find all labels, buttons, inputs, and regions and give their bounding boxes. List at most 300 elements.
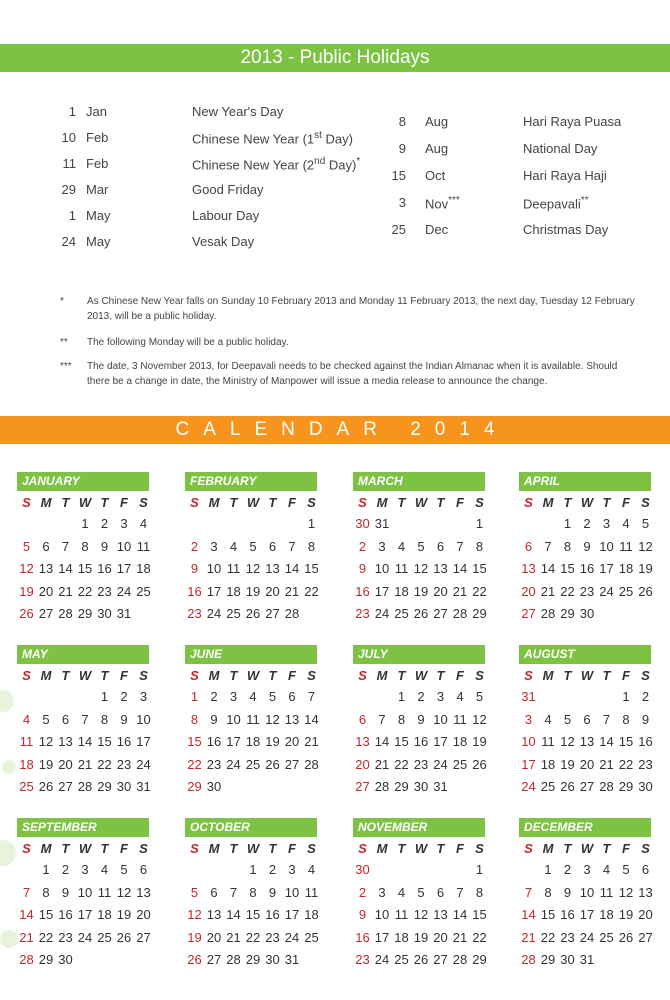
calendar-day: 18 — [136, 561, 151, 576]
calendar-day: 12 — [245, 561, 261, 576]
calendar-day: 9 — [190, 561, 199, 576]
holiday-name: Hari Raya Puasa — [523, 114, 622, 129]
month-may — [17, 645, 157, 805]
calendar-day: 7 — [456, 884, 464, 900]
calendar-day: 3 — [120, 516, 128, 531]
calendar-day: 3 — [524, 711, 533, 727]
month-header — [519, 472, 651, 491]
weekday-label: M — [376, 495, 388, 510]
holiday-ordinal: st — [314, 130, 322, 141]
weekday-label: T — [61, 841, 70, 856]
calendar-day: 5 — [268, 689, 277, 704]
holiday-name: Vesak Day — [192, 234, 255, 249]
calendar-day: 20 — [58, 756, 73, 772]
calendar-day: 15 — [472, 907, 487, 922]
weekday-label: F — [622, 668, 630, 683]
weekday-label: S — [524, 495, 533, 510]
weekday-label: T — [602, 495, 611, 510]
calendar-day: 25 — [304, 929, 319, 945]
month-name: DECEMBER — [524, 820, 593, 834]
weekday-label: T — [229, 841, 238, 856]
calendar-day: 5 — [563, 711, 572, 727]
calendar-day: 30 — [413, 779, 429, 794]
calendar-day: 19 — [560, 756, 575, 772]
calendar-day: 30 — [560, 952, 575, 967]
weekday-label: T — [229, 495, 238, 510]
calendar-day: 13 — [265, 561, 280, 576]
holiday-month: Aug — [425, 114, 449, 129]
holiday-month: Feb — [86, 156, 109, 171]
calendar-day: 25 — [618, 583, 634, 599]
calendar-day: 4 — [249, 689, 257, 704]
footnote-text: The following Monday will be a public holiday. — [87, 337, 289, 348]
calendar-day: 2 — [563, 862, 572, 877]
calendar-day: 30 — [58, 952, 73, 967]
holiday-name: Chinese New Year (2nd Day)* — [192, 156, 361, 173]
calendar-day: 14 — [226, 907, 241, 922]
decorative-circle — [0, 690, 14, 712]
calendar-day: 19 — [38, 756, 54, 772]
calendar-day: 22 — [187, 756, 202, 772]
calendar-day: 1 — [622, 689, 630, 704]
calendar-day: 21 — [521, 929, 536, 945]
calendar-day: 30 — [97, 606, 112, 621]
calendar-day: 2 — [190, 538, 199, 554]
holiday-month: Mar — [86, 182, 109, 197]
month-header — [519, 818, 651, 837]
calendar-day: 17 — [433, 734, 448, 749]
calendar-day: 17 — [116, 561, 132, 576]
calendar-day: 2 — [417, 689, 425, 704]
calendar-day: 27 — [284, 756, 300, 772]
holiday-name: Christmas Day — [523, 222, 609, 237]
calendar-day: 23 — [638, 756, 653, 772]
calendar-day: 11 — [19, 734, 34, 749]
holiday-month: Feb — [86, 130, 109, 145]
calendar-day: 3 — [81, 862, 89, 877]
calendar-day: 1 — [307, 516, 316, 531]
calendar-day: 20 — [284, 734, 300, 749]
calendar-day: 8 — [249, 884, 257, 900]
holiday-day: 3 — [398, 195, 406, 210]
footnote-mark: * — [60, 296, 64, 307]
calendar-day: 16 — [116, 734, 132, 749]
calendar-day: 14 — [58, 561, 73, 576]
calendar-day: 8 — [307, 538, 316, 554]
holiday-day: 29 — [61, 182, 76, 197]
weekday-label: M — [376, 668, 388, 683]
calendar-day: 24 — [579, 929, 595, 945]
calendar-day: 27 — [433, 952, 448, 967]
calendar-day: 26 — [265, 756, 280, 772]
calendar-day: 16 — [638, 734, 653, 749]
weekday-label: S — [22, 495, 31, 510]
calendar-day: 10 — [521, 734, 536, 749]
calendar-day: 16 — [355, 583, 370, 599]
footnote — [60, 294, 640, 326]
calendar-day: 29 — [77, 606, 93, 621]
calendar-day: 21 — [540, 583, 556, 599]
calendar-day: 29 — [97, 779, 112, 794]
calendar-day: 12 — [472, 711, 487, 727]
calendar-day: 13 — [521, 561, 536, 576]
month-march — [353, 472, 493, 632]
calendar-day: 10 — [77, 884, 93, 900]
calendar-day: 25 — [136, 583, 151, 599]
calendar-day: 12 — [38, 734, 54, 749]
calendar-day: 2 — [358, 884, 367, 900]
weekday-label: M — [542, 668, 554, 683]
calendar-day: 24 — [116, 583, 132, 599]
calendar-day: 11 — [394, 561, 409, 576]
calendar-day: 29 — [187, 779, 202, 794]
holiday-footnote-mark: *** — [448, 195, 460, 206]
holiday-name: Chinese New Year (1st Day) — [192, 130, 353, 147]
calendar-day: 23 — [265, 929, 280, 945]
calendar-day: 19 — [116, 907, 132, 922]
calendar-day: 10 — [226, 711, 241, 727]
calendar-day: 16 — [355, 929, 370, 945]
weekday-label: T — [563, 495, 572, 510]
calendar-day: 13 — [58, 734, 73, 749]
holidays-banner — [0, 44, 670, 72]
calendar-day: 2 — [583, 516, 591, 531]
calendar-day: 26 — [413, 952, 429, 967]
weekday-label: T — [602, 668, 611, 683]
calendar-day: 12 — [413, 907, 429, 922]
calendar-day: 23 — [187, 606, 202, 621]
calendar-day: 3 — [288, 862, 296, 877]
holiday-name: Good Friday — [192, 182, 264, 197]
weekday-label: F — [456, 668, 464, 683]
weekday-label: S — [641, 668, 650, 683]
month-july — [353, 645, 493, 805]
decorative-circle — [0, 930, 18, 948]
weekday-label: S — [139, 841, 148, 856]
calendar-day: 4 — [397, 884, 406, 900]
weekday-label: M — [40, 495, 52, 510]
holiday-day: 1 — [68, 208, 76, 223]
calendar-day: 24 — [77, 929, 93, 945]
calendar-day: 8 — [475, 538, 484, 554]
calendar-day: 6 — [583, 711, 591, 727]
calendar-day: 20 — [355, 756, 370, 772]
calendar-day: 20 — [265, 583, 280, 599]
weekday-label: T — [268, 841, 277, 856]
weekday-label: W — [78, 841, 92, 856]
calendar-day: 27 — [638, 929, 653, 945]
calendar-day: 27 — [521, 606, 536, 621]
calendar-day: 3 — [229, 689, 238, 704]
calendar-day: 22 — [38, 929, 54, 945]
decorative-circle — [0, 840, 16, 866]
calendar-day: 22 — [540, 929, 556, 945]
holiday-month: Aug — [425, 141, 449, 156]
calendar-day: 26 — [38, 779, 54, 794]
weekday-label: T — [436, 668, 445, 683]
weekday-label: M — [542, 495, 554, 510]
calendar-day: 31 — [284, 952, 300, 967]
calendar-day: 17 — [136, 734, 151, 749]
calendar-day: 6 — [288, 689, 296, 704]
holiday-day: 9 — [398, 141, 406, 156]
calendar-day: 28 — [452, 952, 468, 967]
calendar-day: 10 — [579, 884, 595, 900]
weekday-label: T — [229, 668, 238, 683]
calendar-day: 15 — [187, 734, 202, 749]
calendar-day: 23 — [97, 583, 112, 599]
weekday-label: W — [414, 495, 428, 510]
holiday-name: Labour Day — [192, 208, 260, 223]
holiday-name: Deepavali** — [523, 195, 589, 212]
calendar-day: 9 — [61, 884, 70, 900]
weekday-label: S — [190, 495, 199, 510]
calendar-day: 3 — [436, 689, 445, 704]
month-february — [185, 472, 325, 632]
calendar-day: 9 — [358, 561, 367, 576]
calendar-day: 28 — [58, 606, 73, 621]
calendar-day: 9 — [358, 907, 367, 922]
calendar-day: 6 — [524, 538, 533, 554]
calendar-day: 27 — [579, 779, 595, 794]
month-name: OCTOBER — [190, 820, 250, 834]
calendar-day: 10 — [116, 538, 132, 554]
calendar-day: 7 — [81, 711, 89, 727]
weekday-label: T — [100, 668, 109, 683]
calendar-day: 1 — [81, 516, 89, 531]
calendar-day: 19 — [245, 583, 261, 599]
weekday-label: F — [120, 668, 128, 683]
weekday-label: T — [397, 668, 406, 683]
calendar-day: 3 — [378, 884, 386, 900]
calendar-day: 14 — [452, 561, 468, 576]
calendar-day: 28 — [521, 952, 536, 967]
calendar-day: 12 — [187, 907, 202, 922]
calendar-day: 12 — [560, 734, 575, 749]
calendar-day: 24 — [374, 606, 390, 621]
weekday-label: S — [190, 841, 199, 856]
calendar-day: 28 — [77, 779, 93, 794]
calendar-day: 8 — [100, 711, 109, 727]
calendar-day: 16 — [413, 734, 429, 749]
month-august — [519, 645, 659, 805]
calendar-day: 12 — [618, 884, 634, 900]
month-header — [353, 818, 485, 837]
calendar-day: 10 — [374, 561, 390, 576]
calendar-day: 27 — [355, 779, 370, 794]
calendar-day: 19 — [413, 929, 429, 945]
calendar-day: 17 — [374, 583, 390, 599]
calendar-day: 2 — [210, 689, 218, 704]
calendar-day: 26 — [413, 606, 429, 621]
month-name: AUGUST — [524, 647, 575, 661]
calendar-day: 4 — [100, 862, 109, 877]
calendar-day: 24 — [521, 779, 536, 794]
calendar-day: 22 — [560, 583, 575, 599]
calendar-day: 5 — [622, 862, 630, 877]
calendar-day: 23 — [579, 583, 595, 599]
calendar-day: 3 — [378, 538, 386, 554]
calendar-day: 21 — [77, 756, 93, 772]
calendar-day: 28 — [284, 606, 300, 621]
holiday-name: Hari Raya Haji — [523, 168, 607, 183]
calendar-day: 30 — [265, 952, 280, 967]
weekday-label: S — [524, 841, 533, 856]
weekday-label: S — [475, 668, 484, 683]
calendar-day: 21 — [226, 929, 241, 945]
holiday-month: Jan — [86, 104, 107, 119]
calendar-day: 30 — [206, 779, 222, 794]
calendar-day: 27 — [433, 606, 448, 621]
calendar-day: 4 — [229, 538, 238, 554]
calendar-day: 10 — [599, 538, 614, 554]
calendar-day: 14 — [540, 561, 556, 576]
calendar-day: 16 — [58, 907, 73, 922]
calendar-day: 24 — [374, 952, 390, 967]
calendar-day: 22 — [472, 929, 487, 945]
weekday-label: F — [456, 495, 464, 510]
calendar-day: 18 — [304, 907, 319, 922]
calendar-day: 11 — [599, 884, 614, 900]
calendar-day: 5 — [641, 516, 650, 531]
calendar-day: 14 — [374, 734, 390, 749]
weekday-label: W — [580, 668, 594, 683]
calendar-day: 8 — [42, 884, 50, 900]
calendar-day: 20 — [521, 583, 536, 599]
calendar-day: 21 — [304, 734, 319, 749]
weekday-label: T — [268, 495, 277, 510]
holiday-month: May — [86, 234, 111, 249]
calendar-day: 20 — [206, 929, 222, 945]
weekday-label: W — [246, 668, 260, 683]
month-november — [353, 818, 493, 978]
calendar-day: 30 — [638, 779, 653, 794]
calendar-day: 7 — [61, 538, 70, 554]
weekday-label: W — [78, 495, 92, 510]
calendar-day: 19 — [265, 734, 280, 749]
weekday-label: F — [622, 495, 630, 510]
calendar-day: 10 — [284, 884, 300, 900]
calendar-day: 25 — [599, 929, 614, 945]
calendar-day: 13 — [136, 884, 151, 900]
month-name: JUNE — [190, 647, 223, 661]
weekday-label: S — [641, 841, 650, 856]
calendar-day: 4 — [22, 711, 31, 727]
calendar-day: 6 — [139, 862, 148, 877]
calendar-day: 17 — [521, 756, 536, 772]
calendar-day: 13 — [284, 711, 300, 727]
calendar-day: 17 — [284, 907, 300, 922]
calendar-day: 16 — [97, 561, 112, 576]
calendar-day: 15 — [77, 561, 93, 576]
calendar-day: 22 — [472, 583, 487, 599]
calendar-day: 12 — [116, 884, 132, 900]
calendar-day: 21 — [19, 929, 34, 945]
month-december — [519, 818, 659, 978]
calendar-day: 18 — [452, 734, 468, 749]
month-name: MAY — [22, 647, 48, 661]
calendar-day: 10 — [374, 907, 390, 922]
month-name: JULY — [358, 647, 388, 661]
calendar-day: 7 — [22, 884, 31, 900]
holiday-day: 10 — [61, 130, 76, 145]
month-header — [185, 818, 317, 837]
calendar-day: 17 — [226, 734, 241, 749]
calendar-day: 14 — [452, 907, 468, 922]
calendar-day: 24 — [136, 756, 151, 772]
weekday-label: S — [358, 668, 367, 683]
calendar-day: 26 — [116, 929, 132, 945]
calendar-day: 7 — [544, 538, 552, 554]
holiday-day: 1 — [68, 104, 76, 119]
weekday-label: W — [414, 841, 428, 856]
weekday-label: S — [307, 668, 316, 683]
weekday-label: T — [397, 495, 406, 510]
calendar-day: 13 — [38, 561, 54, 576]
weekday-label: M — [542, 841, 554, 856]
calendar-day: 5 — [190, 884, 199, 900]
month-name: JANUARY — [22, 474, 80, 488]
calendar-day: 15 — [472, 561, 487, 576]
weekday-label: S — [307, 841, 316, 856]
calendar-day: 26 — [618, 929, 634, 945]
calendar-day: 20 — [38, 583, 54, 599]
calendar-day: 30 — [579, 606, 595, 621]
calendar-day: 25 — [394, 952, 409, 967]
calendar-day: 29 — [38, 952, 54, 967]
month-name: SEPTEMBER — [22, 820, 97, 834]
month-january — [17, 472, 157, 632]
calendar-day: 14 — [521, 907, 536, 922]
calendar-day: 19 — [413, 583, 429, 599]
calendar-day: 19 — [19, 583, 34, 599]
calendar-day: 28 — [19, 952, 34, 967]
weekday-label: W — [78, 668, 92, 683]
calendar-day: 8 — [563, 538, 572, 554]
calendar-day: 16 — [206, 734, 222, 749]
calendar-day: 11 — [304, 884, 319, 900]
calendar-day: 9 — [120, 711, 128, 727]
calendar-day: 30 — [116, 779, 132, 794]
holiday-day: 24 — [61, 234, 76, 249]
calendar-day: 29 — [245, 952, 261, 967]
calendar-day: 6 — [641, 862, 650, 877]
calendar-day: 23 — [355, 952, 370, 967]
calendar-day: 30 — [355, 516, 370, 531]
calendar-day: 31 — [433, 779, 448, 794]
calendar-day: 8 — [475, 884, 484, 900]
calendar-day: 24 — [206, 606, 222, 621]
weekday-label: F — [120, 495, 128, 510]
footnote-mark: ** — [60, 337, 68, 348]
calendar-day: 12 — [19, 561, 34, 576]
calendar-day: 14 — [304, 711, 319, 727]
calendar-day: 18 — [245, 734, 261, 749]
calendar-day: 27 — [206, 952, 222, 967]
holiday-day: 25 — [391, 222, 406, 237]
calendar-day: 20 — [638, 907, 653, 922]
month-september — [17, 818, 157, 978]
weekday-label: W — [580, 841, 594, 856]
calendar-day: 9 — [100, 538, 109, 554]
calendar-day: 9 — [210, 711, 218, 727]
holiday-row — [0, 222, 660, 242]
calendar-day: 3 — [602, 516, 611, 531]
weekday-label: T — [563, 841, 572, 856]
calendar-day: 22 — [304, 583, 319, 599]
weekday-label: F — [456, 841, 464, 856]
calendar-day: 13 — [206, 907, 222, 922]
